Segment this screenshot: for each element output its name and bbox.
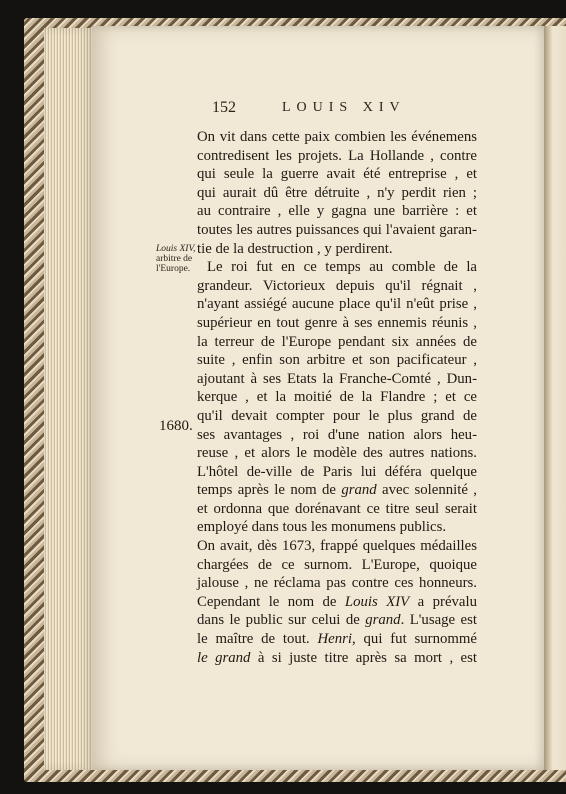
text-line: supérieur en tout genre à ses ennemis réunis , — [197, 314, 477, 331]
text-line: au contraire , elle y gagna une barrière : et — [197, 203, 477, 220]
page-stack-edge — [44, 28, 94, 770]
margin-note-line: l'Europe. — [156, 264, 191, 274]
text-line: Cependant le nom de Louis XIV a prévalu — [197, 593, 478, 610]
text-line: qu'il devait compter pour le plus grand de — [197, 407, 477, 424]
text-line: et ordonna que dorénavant ce titre seul serait — [197, 500, 477, 517]
page-number: 152 — [212, 99, 236, 116]
page-header — [212, 99, 462, 123]
margin-note-line: arbitre de — [156, 254, 193, 264]
text-line: le grand à si juste titre après sa mort , est — [197, 649, 477, 666]
text-line: reuse , et alors le modèle des autres nations. — [197, 445, 477, 462]
text-line: le maître de tout. Henri, qui fut surnommé — [197, 631, 477, 648]
text-line: ses avantages , roi d'une nation alors heu- — [197, 426, 477, 443]
text-line: temps après le nom de grand avec solennité , — [197, 482, 477, 499]
text-line: toutes les autres puissances qui l'avaient garan- — [197, 221, 477, 238]
running-title: LOUIS XIV — [282, 100, 406, 115]
text-line: qui aurait dû être détruite , n'y perdit rien ; — [197, 184, 477, 201]
text-line: tie de la destruction , y perdirent. — [197, 240, 393, 257]
text-line: chargées de ce surnom. L'Europe, quoique — [197, 556, 477, 573]
text-line: employé dans tous les monumens publics. — [197, 519, 447, 536]
text-line: On avait, dès 1673, frappé quelques médailles — [197, 538, 477, 555]
text-line: contredisent les projets. La Hollande , contre — [197, 147, 477, 164]
text-line: L'hôtel de-ville de Paris lui déféra quelque — [197, 463, 477, 480]
text-line: grandeur. Victorieux depuis qu'il régnait , — [197, 277, 477, 294]
text-line: dans le public sur celui de grand. L'usage est — [197, 612, 477, 629]
text-line: kerque , et la moitié de la Flandre ; et ce — [197, 389, 477, 406]
text-line: suite , enfin son arbitre et son pacificateur , — [197, 352, 477, 369]
margin-note-line: Louis XIV, — [156, 244, 196, 254]
text-line: la terreur de l'Europe pendant six années de — [197, 333, 477, 350]
text-line: ajoutant à ses Etats la Franche-Comté , Dun- — [197, 370, 477, 387]
margin-year: 1680. — [159, 418, 193, 434]
body-text — [197, 128, 477, 667]
text-line: n'ayant assiégé aucune place qu'il n'eût prise , — [197, 296, 477, 313]
facing-page-edge — [544, 26, 566, 770]
text-line: Le roi fut en ce temps au comble de la — [207, 259, 477, 276]
text-line: jalouse , ne réclama pas contre ces honneurs. — [197, 575, 477, 592]
text-line: qui seule la guerre avait été entreprise , et — [197, 166, 477, 183]
text-line: On vit dans cette paix combien les événemens — [197, 129, 477, 145]
